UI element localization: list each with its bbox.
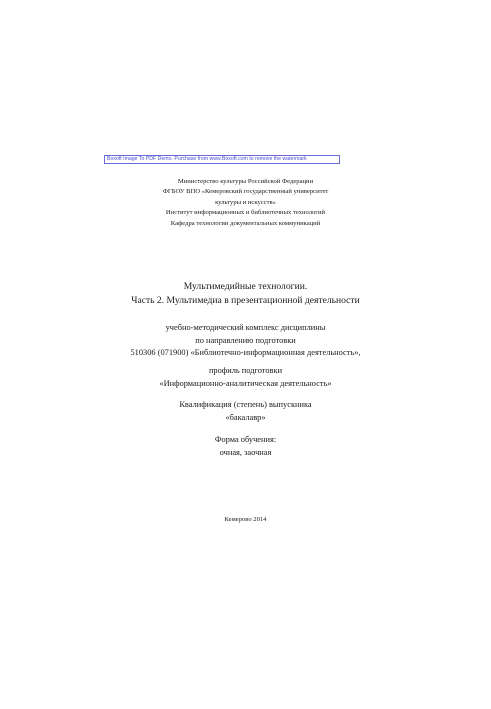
department-line: Кафедра технологии документальных коммуникаций xyxy=(170,219,321,227)
watermark-banner xyxy=(104,155,340,164)
university-line-cont: культуры и искусств» xyxy=(215,198,276,206)
qualification-line-2: «бакалавр» xyxy=(225,412,266,422)
title-line-2: Часть 2. Мультимедиа в презентационной деятельности xyxy=(131,295,360,306)
umk-line-1: учебно-методический комплекс дисциплины xyxy=(165,323,326,332)
study-form-line-2: очная, заочная xyxy=(219,447,272,457)
title-line-1: Мультимедийные технологии. xyxy=(183,281,308,292)
qualification-block xyxy=(0,399,491,424)
umk-line-2: по направлению подготовки xyxy=(195,335,296,345)
university-line: ФГБОУ ВПО «Кемеровский государственный университет xyxy=(162,188,329,196)
umk-block xyxy=(0,322,491,360)
institute-line: Институт информационных и библиотечных технологий xyxy=(165,209,326,217)
ministry-line: Министерство культуры Российской Федерации xyxy=(177,178,314,185)
profile-line-1: профиль подготовки xyxy=(208,366,283,375)
study-form-line-1: Форма обучения: xyxy=(214,435,277,444)
watermark-text: Boxoft Image To PDF Demo. Purchase from www.Boxoft.com to remove the watermark xyxy=(107,156,307,162)
profile-line-2: «Информационно-аналитическая деятельность» xyxy=(159,378,332,388)
city-year-text: Кемерово 2014 xyxy=(224,516,267,523)
qualification-line-1: Квалификация (степень) выпускника xyxy=(179,400,312,409)
study-form-block xyxy=(0,434,491,459)
city-year xyxy=(0,515,491,525)
profile-block xyxy=(0,365,491,390)
organization-block xyxy=(0,177,491,229)
umk-line-3: 510306 (071900) «Библиотечно-информационная деятельность», xyxy=(130,348,361,357)
document-title xyxy=(0,280,491,308)
